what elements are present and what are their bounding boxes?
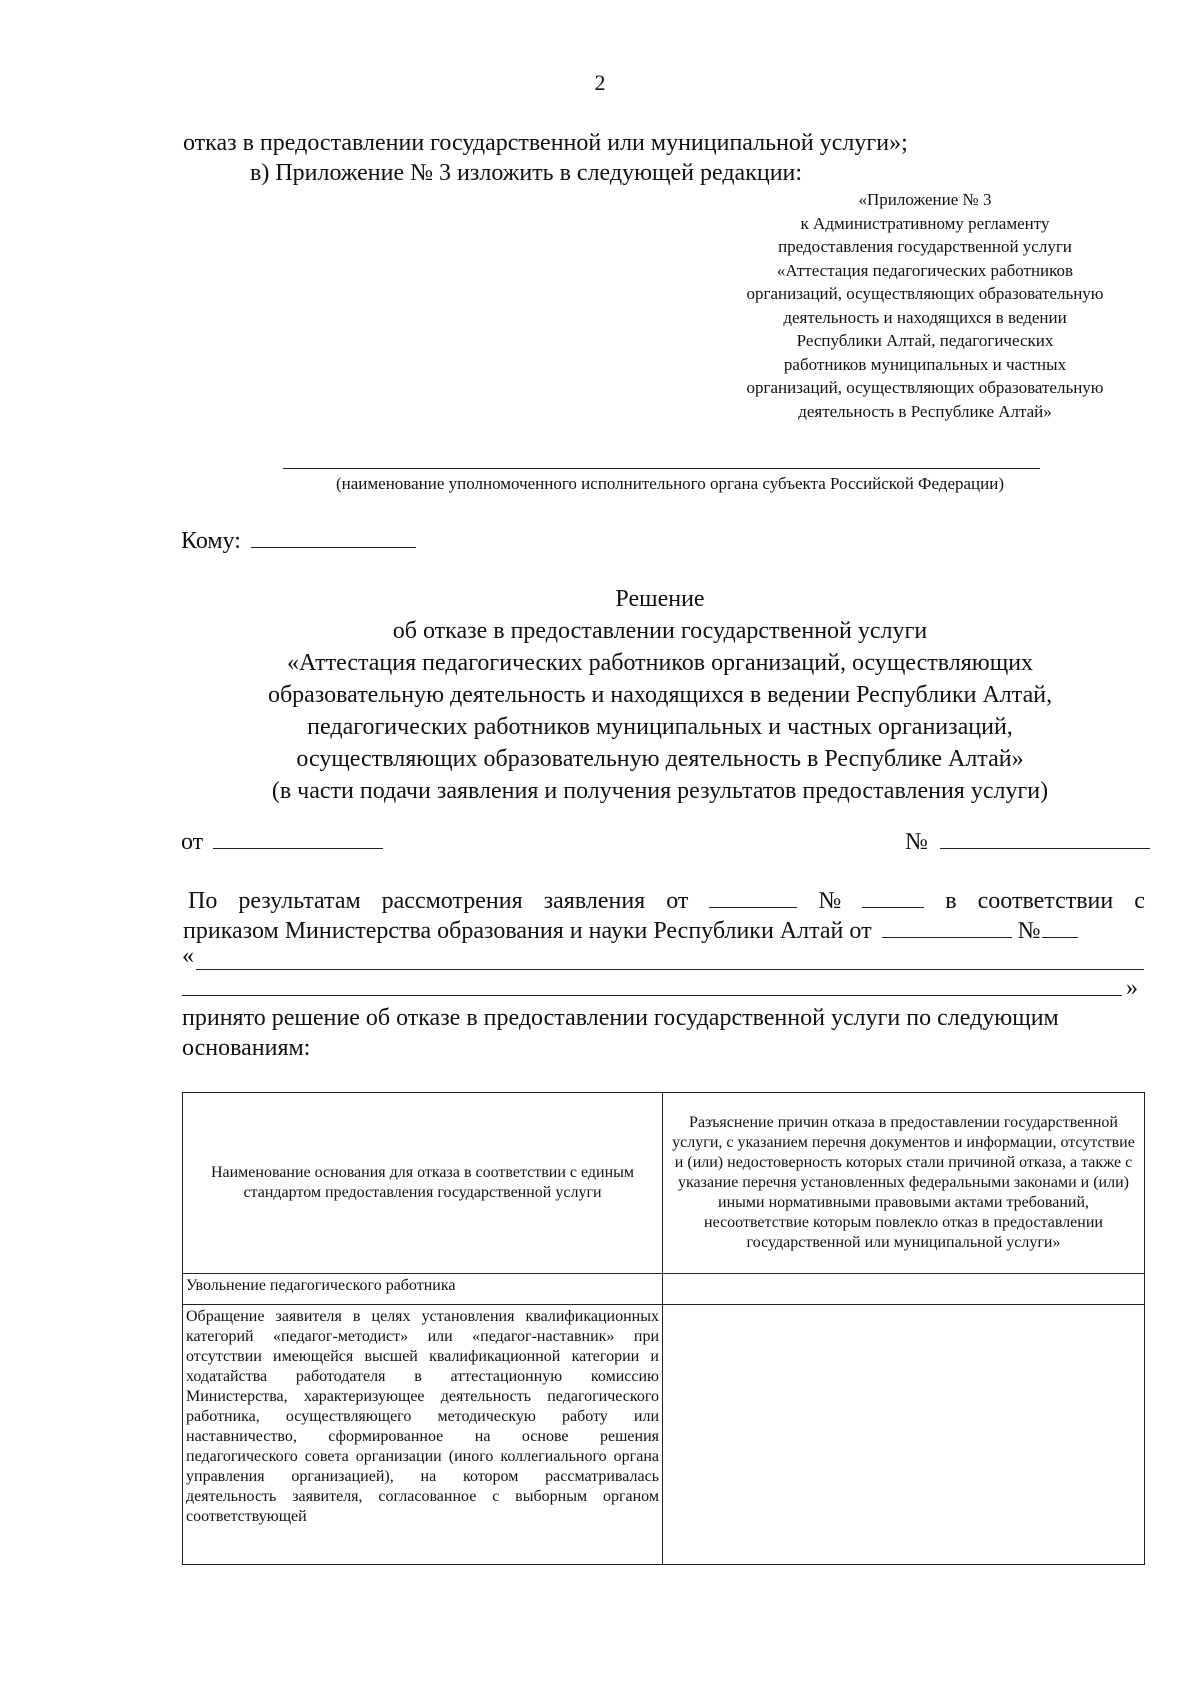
ground-cell: Увольнение педагогического работника xyxy=(183,1274,663,1305)
recipient-line xyxy=(181,525,416,555)
order-title-field-1[interactable] xyxy=(196,969,1144,970)
decision-title-block xyxy=(180,583,1140,807)
decision-text-line-1: принято решение об отказе в предоставлении государственной услуги по следующим xyxy=(182,1005,1059,1031)
body-word: результатам xyxy=(238,888,361,914)
intro-line-1: отказ в предоставлении государственной или муниципальной услуги»; xyxy=(183,130,908,156)
recipient-field[interactable] xyxy=(251,525,416,548)
body-word: заявления xyxy=(543,888,646,914)
appendix-line: деятельность в Республике Алтай» xyxy=(798,401,1052,421)
header-ground: Наименование основания для отказа в соответствии с единым стандартом предоставления государственной услуги xyxy=(183,1093,663,1274)
number-field[interactable] xyxy=(940,826,1150,849)
order-number-label: № xyxy=(1017,918,1041,944)
recipient-label: Кому: xyxy=(181,528,241,554)
date-label: от xyxy=(181,829,204,855)
body-word: от xyxy=(666,888,689,914)
page-number: 2 xyxy=(594,70,606,95)
decision-text-line-2: основаниям: xyxy=(182,1035,311,1061)
decision-line: об отказе в предоставлении государственной услуги xyxy=(392,618,928,644)
decision-line: (в части подачи заявления и получения результатов предоставления услуги) xyxy=(271,778,1049,804)
explanation-cell[interactable] xyxy=(663,1305,1145,1565)
order-title-field-2[interactable] xyxy=(182,995,1122,996)
appendix-line: к Административному регламенту xyxy=(800,213,1050,233)
order-text: приказом Министерства образования и науки Республики Алтай от xyxy=(183,918,872,944)
org-name-caption: (наименование уполномоченного исполнительного органа субъекта Российской Федерации) xyxy=(336,474,1004,493)
order-number-field[interactable] xyxy=(1042,915,1078,938)
table-row xyxy=(183,1305,1145,1565)
appendix-line: организаций, осуществляющих образовательную xyxy=(746,284,1104,303)
appendix-line: Республики Алтай, педагогических xyxy=(796,331,1054,350)
decision-line: педагогических работников муниципальных и частных организаций, xyxy=(307,714,1013,740)
body-line-2 xyxy=(183,915,1145,945)
date-line xyxy=(181,826,383,856)
appendix-header xyxy=(690,188,1160,423)
refusal-grounds-table xyxy=(182,1092,1145,1565)
decision-title: Решение xyxy=(615,586,705,612)
application-number-field[interactable] xyxy=(862,885,924,908)
appendix-line: предоставления государственной услуги xyxy=(778,237,1072,256)
open-quote: « xyxy=(182,943,194,969)
number-label: № xyxy=(905,829,928,855)
number-line xyxy=(905,826,1150,856)
body-word: в xyxy=(945,888,957,914)
intro-line-2: в) Приложение № 3 изложить в следующей редакции: xyxy=(250,160,803,186)
table-row xyxy=(183,1274,1145,1305)
appendix-line: «Аттестация педагогических работников xyxy=(776,260,1074,280)
ground-cell: Обращение заявителя в целях установления квалификационных категорий «педагог-методист» или «педагог-наставник» при отсутствии имеющейся высшей квалификационной категории и ходатайства работодателя в аттестационную комиссию Министерства, характеризующее деятельность педагогического работника, осуществляющего методическую работу или наставничество, сформированное на основе решения педагогического совета организации (иного коллегиального органа управления организацией), на котором рассматривалась деятельность заявителя, согласованное с выборным органом соответствующей xyxy=(183,1305,663,1565)
body-line-1 xyxy=(188,885,1145,915)
org-name-field[interactable] xyxy=(283,468,1040,469)
explanation-cell[interactable] xyxy=(663,1274,1145,1305)
close-quote: » xyxy=(1126,975,1138,1001)
body-word: № xyxy=(818,888,842,914)
appendix-line: «Приложение № 3 xyxy=(858,190,992,209)
decision-line: осуществляющих образовательную деятельность в Республике Алтай» xyxy=(296,746,1024,772)
order-date-field[interactable] xyxy=(882,915,1012,938)
appendix-line: деятельность и находящихся в ведении xyxy=(783,307,1067,327)
body-word: рассмотрения xyxy=(381,888,523,914)
appendix-line: организаций, осуществляющих образовательную xyxy=(746,378,1104,397)
body-word: соответствии xyxy=(977,888,1114,914)
body-word: По xyxy=(188,888,218,914)
decision-line: «Аттестация педагогических работников организаций, осуществляющих xyxy=(286,650,1034,676)
appendix-line: работников муниципальных и частных xyxy=(783,354,1067,374)
decision-line: образовательную деятельность и находящихся в ведении Республики Алтай, xyxy=(267,682,1053,708)
date-field[interactable] xyxy=(213,826,383,849)
header-explanation: Разъяснение причин отказа в предоставлении государственной услуги, с указанием перечня документов и информации, отсутствие и (или) недостоверность которых стали причиной отказа, а также с указание перечня установленных федеральными законами и (или) иными нормативными правовыми актами требований, несоответствие которым повлекло отказ в предоставлении государственной или муниципальной услуги» xyxy=(663,1093,1145,1274)
body-word: с xyxy=(1134,888,1145,914)
application-date-field[interactable] xyxy=(709,885,797,908)
table-header-row xyxy=(183,1093,1145,1274)
